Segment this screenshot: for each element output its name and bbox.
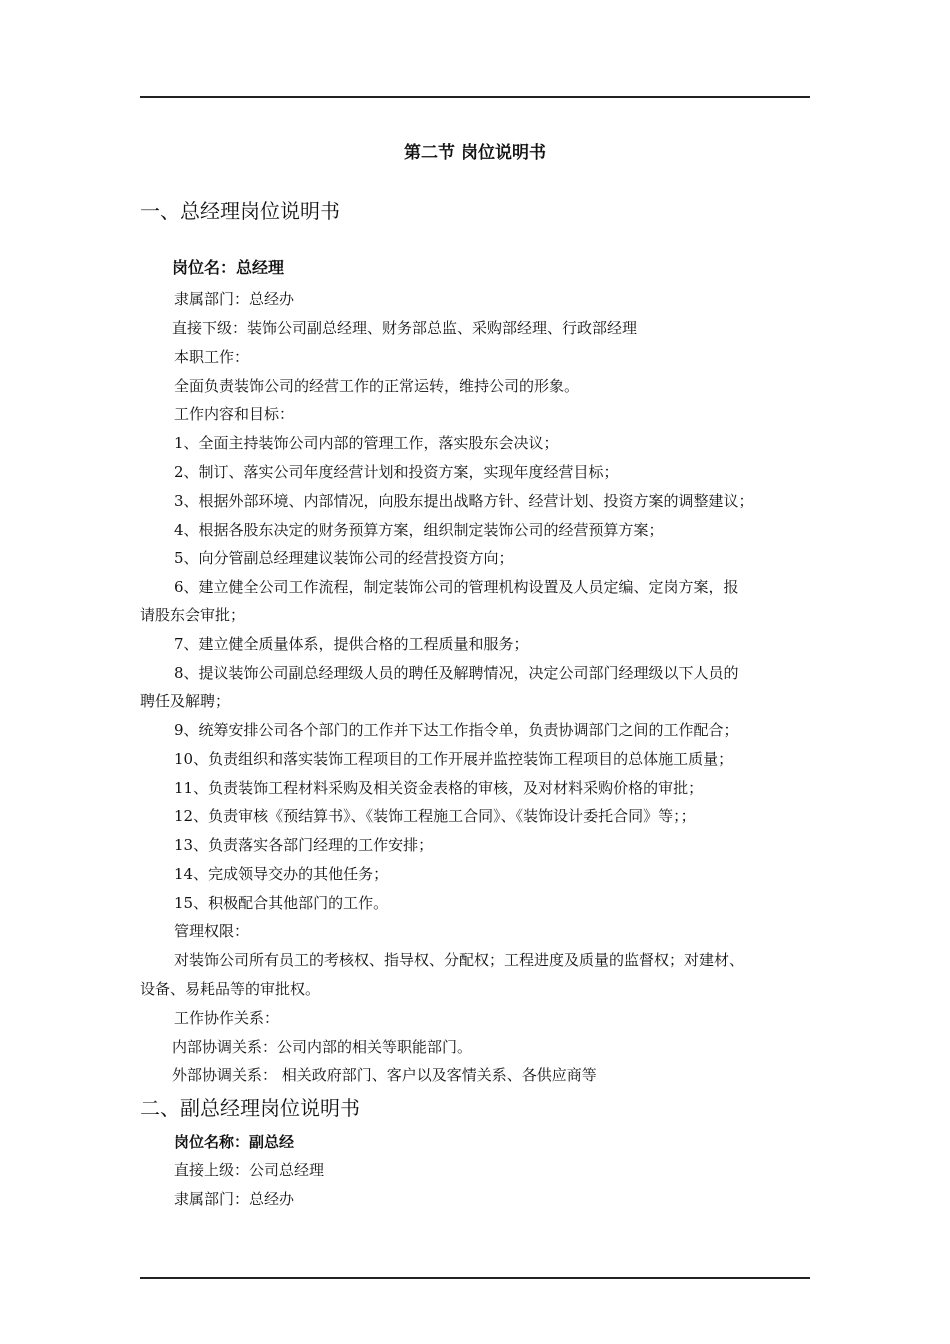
part2-heading: 二、副总经理岗位说明书	[140, 1096, 360, 1120]
task-item: 8、提议装饰公司副总经理级人员的聘任及解聘情况，决定公司部门经理级以下人员的	[174, 664, 739, 682]
part1-subordinates: 直接下级：装饰公司副总经理、财务部总监、采购部经理、行政部经理	[172, 319, 638, 337]
task-item: 15、积极配合其他部门的工作。	[174, 894, 389, 912]
part2-department: 隶属部门：总经办	[174, 1190, 295, 1208]
task-item: 6、建立健全公司工作流程，制定装饰公司的管理机构设置及人员定编、定岗方案，报	[174, 578, 739, 596]
task-item-continued: 聘任及解聘；	[140, 692, 231, 710]
task-item: 7、建立健全质量体系，提供合格的工程质量和服务；	[174, 635, 529, 653]
part1-heading: 一、总经理岗位说明书	[140, 199, 340, 223]
task-item: 13、负责落实各部门经理的工作安排；	[174, 836, 434, 854]
part1-position: 岗位名：总经理	[172, 258, 285, 277]
footer-rule	[140, 1277, 810, 1279]
part2-position: 岗位名称：副总经	[174, 1133, 295, 1151]
task-item: 10、负责组织和落实装饰工程项目的工作开展并监控装饰工程项目的总体施工质量；	[174, 750, 734, 768]
part1-duty-label: 本职工作：	[174, 348, 250, 366]
task-item: 14、完成领导交办的其他任务；	[174, 865, 389, 883]
task-item-continued: 请股东会审批；	[140, 606, 246, 624]
part1-external-relation: 外部协调关系： 相关政府部门、客户以及客情关系、各供应商等	[172, 1066, 597, 1084]
part1-authority-line1: 对装饰公司所有员工的考核权、指导权、分配权；工程进度及质量的监督权；对建材、	[174, 951, 745, 969]
part1-authority-label: 管理权限：	[174, 922, 250, 940]
part1-authority-line2: 设备、易耗品等的审批权。	[140, 980, 321, 998]
task-item: 3、根据外部环境、内部情况，向股东提出战略方针、经营计划、投资方案的调整建议；	[174, 492, 754, 510]
task-item: 9、统筹安排公司各个部门的工作并下达工作指令单，负责协调部门之间的工作配合；	[174, 721, 739, 739]
part1-duty-text: 全面负责装饰公司的经营工作的正常运转，维持公司的形象。	[174, 377, 580, 395]
task-item: 12、负责审核《预结算书》、《装饰工程施工合同》、《装饰设计委托合同》等；；	[174, 807, 696, 825]
part2-superior: 直接上级：公司总经理	[174, 1161, 325, 1179]
section-title: 第二节 岗位说明书	[404, 143, 546, 163]
header-rule	[140, 96, 810, 98]
task-item: 11、负责装饰工程材料采购及相关资金表格的审核，及对材料采购价格的审批；	[174, 779, 704, 797]
part1-department: 隶属部门：总经办	[174, 290, 295, 308]
part1-relation-label: 工作协作关系：	[174, 1009, 280, 1027]
task-item: 5、向分管副总经理建议装饰公司的经营投资方向；	[174, 549, 514, 567]
part1-internal-relation: 内部协调关系：公司内部的相关等职能部门。	[172, 1038, 473, 1056]
task-item: 2、制订、落实公司年度经营计划和投资方案，实现年度经营目标；	[174, 463, 619, 481]
task-item: 1、全面主持装饰公司内部的管理工作，落实股东会决议；	[174, 434, 559, 452]
part1-tasks-label: 工作内容和目标：	[174, 405, 295, 423]
task-item: 4、根据各股东决定的财务预算方案，组织制定装饰公司的经营预算方案；	[174, 521, 664, 539]
